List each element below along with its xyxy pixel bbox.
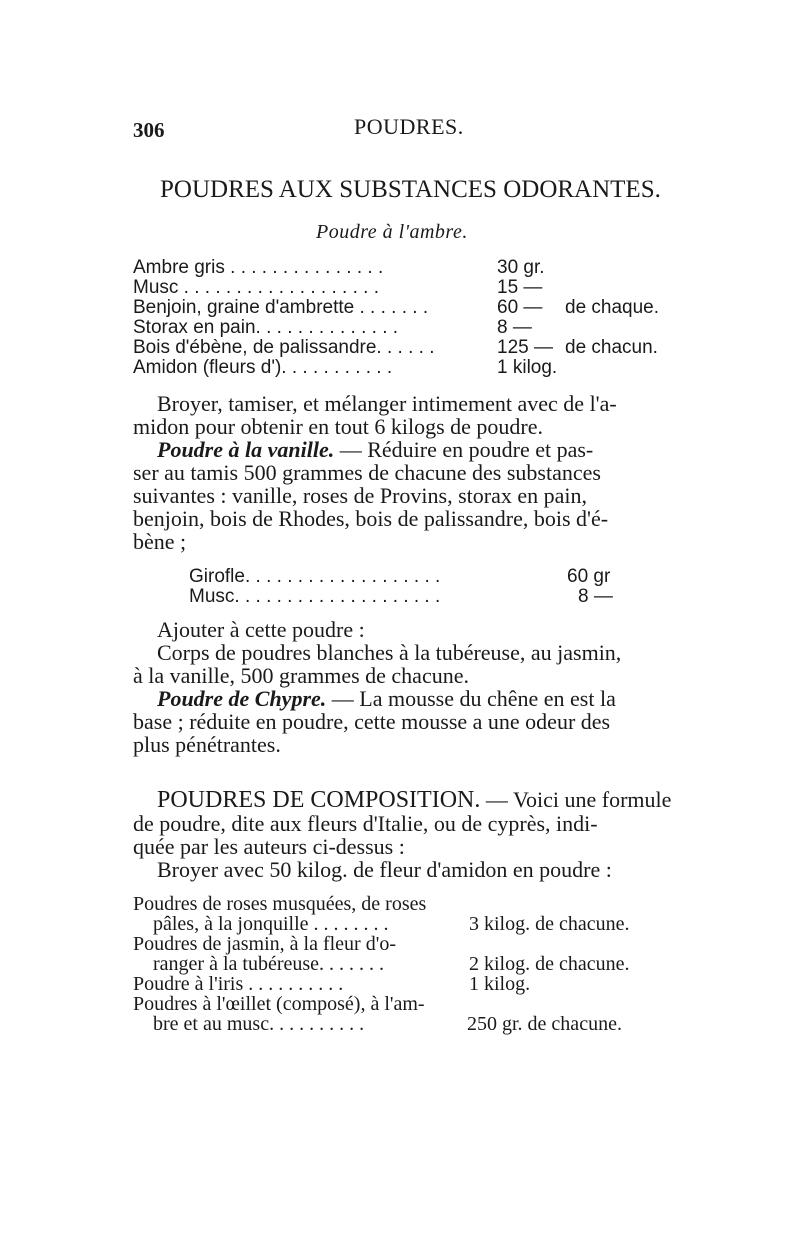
recipe-quantity: 125 — (497, 337, 553, 358)
recipe-ingredient: Ambre gris . . . . . . . . . . . . . . . (133, 257, 384, 278)
recipe-row (133, 357, 693, 379)
paragraph-line: Broyer, tamiser, et mélanger intimement avec de l'a- (157, 391, 617, 416)
paragraph-text: — La mousse du chêne en est la (326, 686, 616, 711)
recipe-ingredient: Storax en pain. . . . . . . . . . . . . . (133, 317, 399, 338)
recipe-ingredient: pâles, à la jonquille . . . . . . . . (153, 913, 389, 935)
recipe-ingredient: Amidon (fleurs d'). . . . . . . . . . . (133, 357, 393, 378)
recipe-row (133, 973, 653, 995)
recipe-row (133, 277, 693, 299)
recipe-ingredient: Musc. . . . . . . . . . . . . . . . . . . . (189, 586, 441, 607)
recipe-quantity: 1 kilog. (497, 357, 558, 378)
recipe-quantity: 60 gr (567, 566, 611, 587)
recipe-ingredient: ranger à la tubéreuse. . . . . . . (153, 953, 385, 975)
recipe-ingredient: Bois d'ébène, de palissandre. . . . . . (133, 337, 435, 358)
paragraph-line: Broyer avec 50 kilog. de fleur d'amidon en poudre : (157, 857, 612, 882)
recipe-row (189, 586, 629, 608)
paragraph-composition-first-line (157, 788, 671, 812)
paragraph-line: quée par les auteurs ci-dessus : (133, 834, 405, 859)
paragraph-line: benjoin, bois de Rhodes, bois de palissandre, bois d'é- (133, 506, 609, 531)
recipe-quantity: 30 gr. (497, 257, 545, 278)
recipe-row (133, 337, 693, 359)
recipe-ingredient-line: Poudres de jasmin, à la fleur d'o- (133, 933, 396, 955)
recipe-quantity: 8 — (578, 586, 613, 607)
paragraph-chypre-first-line (157, 687, 616, 710)
page-number: 306 (133, 118, 165, 142)
paragraph-line: base ; réduite en poudre, cette mousse a une odeur des (133, 709, 611, 734)
recipe-quantity: 2 kilog. de chacune. (469, 953, 630, 975)
recipe-note: de chacun. (565, 337, 658, 358)
paragraph-line: midon pour obtenir en tout 6 kilogs de poudre. (133, 414, 543, 439)
inline-title-poudre-chypre: Poudre de Chypre. (157, 686, 327, 711)
recipe-ingredient: bre et au musc. . . . . . . . . . (153, 1013, 365, 1035)
paragraph-line: à la vanille, 500 grammes de chacune. (133, 663, 469, 688)
paragraph-text: — Voici une formule (480, 787, 672, 812)
recipe-quantity: 3 kilog. de chacune. (469, 913, 630, 935)
recipe-row (133, 317, 693, 339)
recipe-quantity: 250 gr. de chacune. (467, 1013, 622, 1035)
recipe-row (133, 257, 693, 279)
paragraph-line: bène ; (133, 529, 187, 554)
recipe-row (153, 913, 673, 935)
recipe-ingredient: Poudre à l'iris . . . . . . . . . . (133, 973, 344, 995)
recipe-ingredient: Benjoin, graine d'ambrette . . . . . . . (133, 297, 429, 318)
paragraph-line: Corps de poudres blanches à la tubéreuse, au jasmin, (157, 640, 622, 665)
recipe-row (189, 566, 629, 588)
paragraph-line: Ajouter à cette poudre : (157, 617, 365, 642)
paragraph-line: suivantes : vanille, roses de Provins, storax en pain, (133, 483, 587, 508)
recipe-quantity: 1 kilog. (469, 973, 531, 995)
paragraph-vanille-first-line (157, 438, 593, 461)
subtitle-poudre-ambre: Poudre à l'ambre. (316, 221, 468, 243)
recipe-quantity: 15 — (497, 277, 543, 298)
recipe-ingredient-line: Poudres à l'œillet (composé), à l'am- (133, 993, 425, 1015)
recipe-row (133, 297, 693, 319)
recipe-ingredient: Girofle. . . . . . . . . . . . . . . . . . . (189, 566, 441, 587)
inline-title-poudre-vanille: Poudre à la vanille. (157, 437, 335, 462)
paragraph-line: ser au tamis 500 grammes de chacune des substances (133, 460, 601, 485)
running-title: POUDRES. (354, 114, 464, 139)
recipe-quantity: 60 — (497, 297, 543, 318)
recipe-ingredient-line: Poudres de roses musquées, de roses (133, 893, 427, 915)
recipe-quantity: 8 — (497, 317, 532, 338)
section-title-substances-odorantes: POUDRES AUX SUBSTANCES ODORANTES. (160, 176, 661, 203)
paragraph-text: — Réduire en poudre et pas- (334, 437, 594, 462)
recipe-row (153, 953, 673, 975)
section-title-composition: POUDRES DE COMPOSITION. (157, 787, 481, 813)
paragraph-line: plus pénétrantes. (133, 732, 281, 757)
recipe-ingredient: Musc . . . . . . . . . . . . . . . . . . . (133, 277, 379, 298)
recipe-note: de chaque. (565, 297, 660, 318)
paragraph-line: de poudre, dite aux fleurs d'Italie, ou de cyprès, indi- (133, 811, 598, 836)
recipe-row (153, 1013, 673, 1035)
